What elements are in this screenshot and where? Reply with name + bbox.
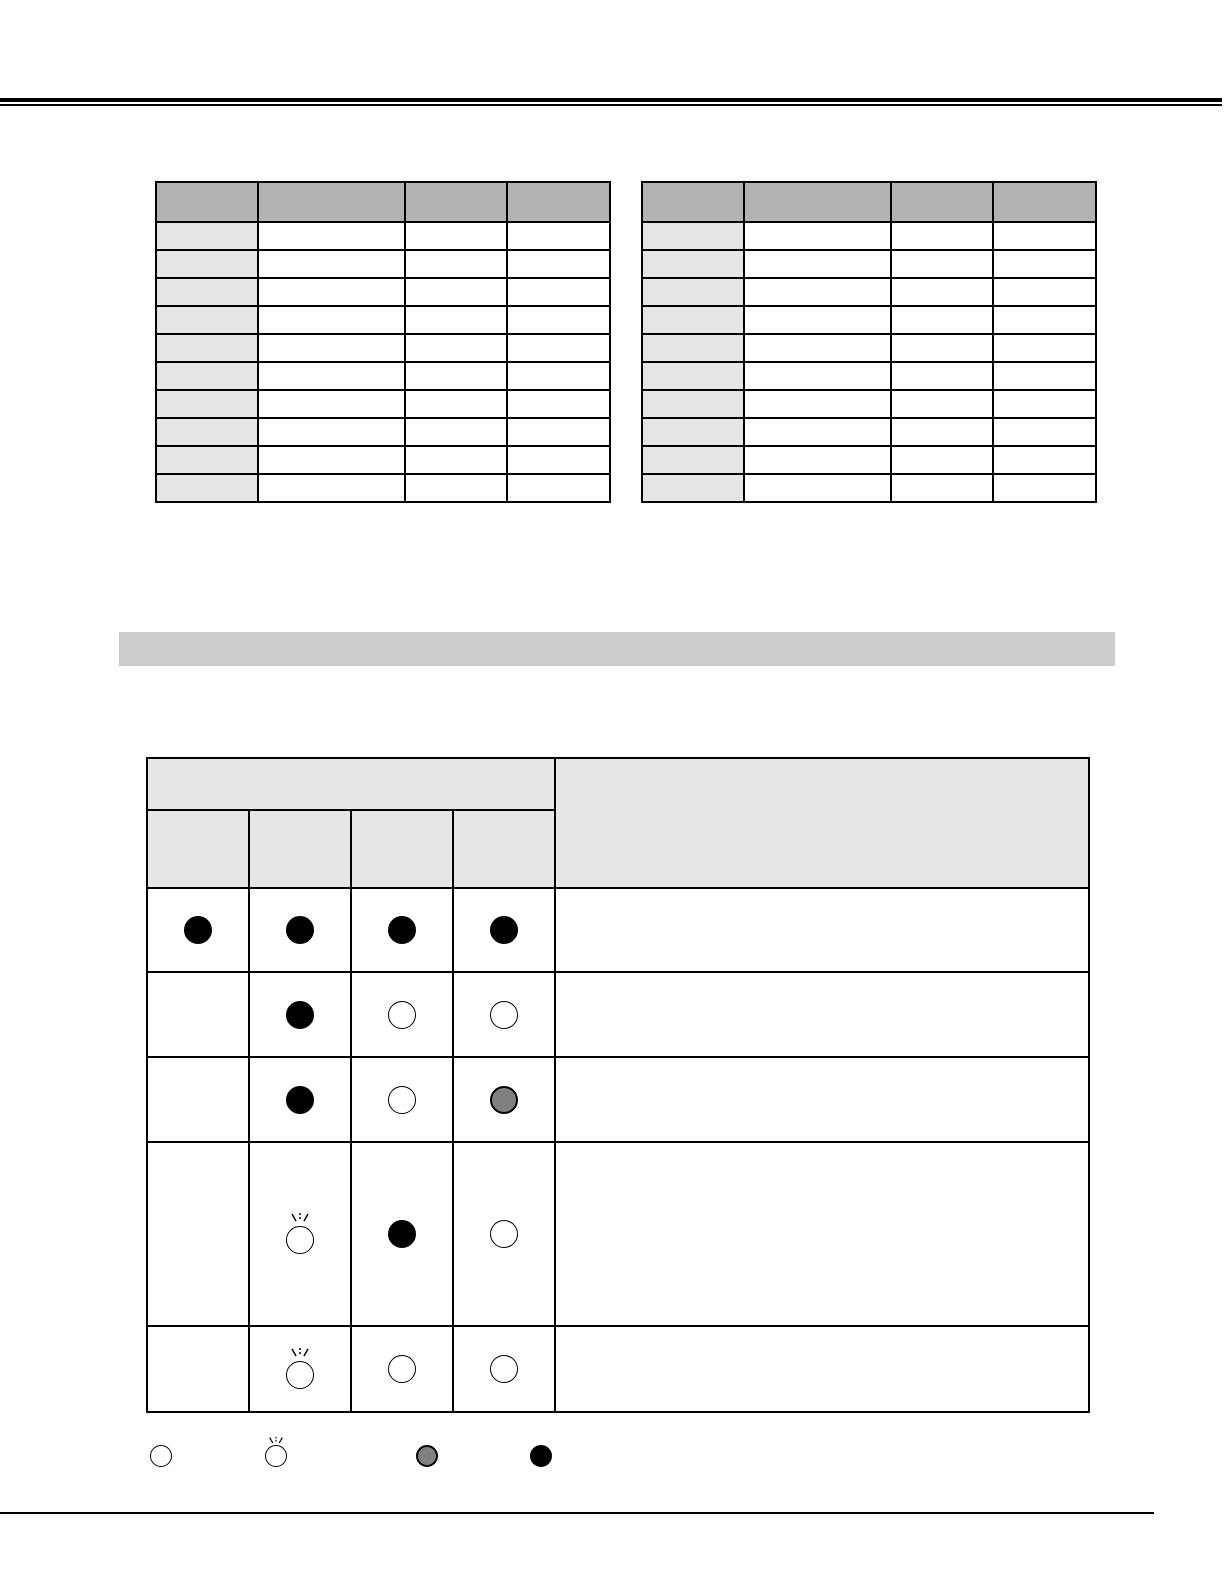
indicator-description	[555, 888, 1089, 972]
table-cell	[258, 250, 405, 278]
table-cell	[405, 474, 507, 502]
row-header-cell	[642, 222, 744, 250]
row-header-cell	[156, 362, 258, 390]
indicator-blinking-icon	[286, 1347, 314, 1391]
table-row	[156, 474, 610, 502]
indicator-circle-icon	[286, 1361, 314, 1389]
indicator-cell	[249, 1326, 351, 1412]
table-row	[156, 250, 610, 278]
table-cell	[993, 390, 1096, 418]
column-header	[891, 182, 993, 222]
row-header-cell	[642, 250, 744, 278]
column-header	[258, 182, 405, 222]
table-row	[642, 222, 1096, 250]
indicator-row	[147, 1142, 1089, 1326]
table-cell	[405, 446, 507, 474]
indicator-cell	[351, 888, 453, 972]
indicator-dim-icon	[416, 1445, 438, 1467]
table-row	[642, 418, 1096, 446]
top-rule-thin	[0, 104, 1222, 106]
indicator-group-header	[147, 758, 555, 810]
column-header	[156, 182, 258, 222]
table-cell	[405, 278, 507, 306]
indicator-cell	[147, 1326, 249, 1412]
table-cell	[744, 306, 891, 334]
indicator-blinking-icon	[286, 1212, 314, 1256]
table-cell	[258, 362, 405, 390]
indicator-on-icon	[388, 916, 416, 944]
table-cell	[891, 250, 993, 278]
table-cell	[993, 418, 1096, 446]
indicator-cell	[249, 888, 351, 972]
column-header	[642, 182, 744, 222]
row-header-cell	[156, 418, 258, 446]
table-row	[156, 222, 610, 250]
column-header	[993, 182, 1096, 222]
indicator-circle-icon	[265, 1445, 287, 1467]
table-cell	[993, 446, 1096, 474]
indicator-table	[146, 757, 1088, 1413]
column-header	[507, 182, 610, 222]
table-row	[642, 474, 1096, 502]
table-cell	[258, 418, 405, 446]
blink-rays-icon	[286, 1212, 314, 1226]
row-header-cell	[642, 334, 744, 362]
table-row	[156, 446, 610, 474]
table-cell	[891, 418, 993, 446]
table-cell	[891, 306, 993, 334]
table-cell	[993, 362, 1096, 390]
table-header-row	[642, 182, 1096, 222]
indicator-off-icon	[388, 1355, 416, 1383]
indicator-description	[555, 1326, 1089, 1412]
table-cell	[405, 390, 507, 418]
indicator-column-header	[453, 810, 555, 888]
table-cell	[507, 362, 610, 390]
indicator-on-icon	[490, 916, 518, 944]
table-cell	[405, 418, 507, 446]
row-header-cell	[642, 306, 744, 334]
indicator-row	[147, 1057, 1089, 1142]
table-cell	[258, 222, 405, 250]
row-header-cell	[642, 418, 744, 446]
table-row	[642, 362, 1096, 390]
indicator-cell	[147, 888, 249, 972]
table-cell	[258, 278, 405, 306]
blink-rays-icon	[286, 1347, 314, 1361]
table-cell	[891, 390, 993, 418]
table-cell	[405, 306, 507, 334]
table-cell	[507, 390, 610, 418]
table-cell	[993, 306, 1096, 334]
description-header	[555, 758, 1089, 888]
indicator-cell	[147, 972, 249, 1057]
table-row	[642, 306, 1096, 334]
row-header-cell	[156, 390, 258, 418]
table-cell	[405, 250, 507, 278]
indicator-cell	[453, 888, 555, 972]
table-cell	[993, 278, 1096, 306]
table-row	[642, 250, 1096, 278]
indicator-row	[147, 1326, 1089, 1412]
column-header	[405, 182, 507, 222]
table-cell	[891, 446, 993, 474]
section-heading-bar	[119, 632, 1115, 666]
table-cell	[507, 334, 610, 362]
table-cell	[258, 334, 405, 362]
table-cell	[744, 222, 891, 250]
table-row	[156, 278, 610, 306]
indicator-on-icon	[286, 1086, 314, 1114]
table-row	[156, 390, 610, 418]
row-header-cell	[156, 306, 258, 334]
row-header-cell	[642, 390, 744, 418]
table-row	[642, 390, 1096, 418]
indicator-cell	[351, 1142, 453, 1326]
table-cell	[507, 222, 610, 250]
indicator-cell	[453, 972, 555, 1057]
indicator-column-header	[147, 810, 249, 888]
indicator-off-icon	[490, 1220, 518, 1248]
row-header-cell	[156, 474, 258, 502]
indicator-cell	[351, 972, 453, 1057]
table-cell	[258, 474, 405, 502]
indicator-off-icon	[388, 1086, 416, 1114]
table-cell	[744, 278, 891, 306]
table-row	[156, 334, 610, 362]
indicator-cell	[147, 1057, 249, 1142]
indicator-cell	[351, 1326, 453, 1412]
indicator-row	[147, 888, 1089, 972]
indicator-on-icon	[530, 1445, 552, 1467]
indicator-cell	[351, 1057, 453, 1142]
table-cell	[993, 334, 1096, 362]
table-cell	[744, 250, 891, 278]
indicator-cell	[249, 972, 351, 1057]
indicator-off-icon	[388, 1001, 416, 1029]
table-cell	[744, 362, 891, 390]
table-cell	[744, 390, 891, 418]
legend-item	[265, 1434, 287, 1468]
legend-item	[530, 1445, 552, 1467]
indicator-description	[555, 1057, 1089, 1142]
row-header-cell	[156, 334, 258, 362]
indicator-off-icon	[150, 1445, 172, 1467]
table-row	[156, 362, 610, 390]
table-header-row	[156, 182, 610, 222]
indicator-cell	[249, 1057, 351, 1142]
indicator-off-icon	[490, 1355, 518, 1383]
table-cell	[993, 222, 1096, 250]
table-cell	[993, 250, 1096, 278]
indicator-cell	[453, 1142, 555, 1326]
row-header-cell	[642, 362, 744, 390]
indicator-blinking-icon	[265, 1434, 287, 1468]
table-cell	[891, 278, 993, 306]
table-cell	[744, 474, 891, 502]
row-header-cell	[156, 250, 258, 278]
indicator-description	[555, 1142, 1089, 1326]
table-cell	[507, 418, 610, 446]
row-header-cell	[642, 278, 744, 306]
table-row	[642, 446, 1096, 474]
indicator-on-icon	[286, 916, 314, 944]
column-header	[744, 182, 891, 222]
indicator-on-icon	[184, 916, 212, 944]
indicator-description	[555, 972, 1089, 1057]
table-row	[156, 306, 610, 334]
indicator-off-icon	[490, 1001, 518, 1029]
bottom-rule	[0, 1512, 1154, 1514]
indicator-dim-icon	[490, 1086, 518, 1114]
table-row	[642, 278, 1096, 306]
indicator-row	[147, 972, 1089, 1057]
indicator-on-icon	[286, 1001, 314, 1029]
indicator-column-header	[249, 810, 351, 888]
row-header-cell	[156, 222, 258, 250]
table-cell	[891, 222, 993, 250]
top-rule-thick	[0, 98, 1222, 102]
table-cell	[258, 390, 405, 418]
blink-rays-icon	[265, 1434, 287, 1445]
indicator-cell	[453, 1057, 555, 1142]
indicator-cell	[453, 1326, 555, 1412]
table-cell	[993, 474, 1096, 502]
table-cell	[405, 362, 507, 390]
table-cell	[405, 222, 507, 250]
table-cell	[405, 334, 507, 362]
row-header-cell	[156, 278, 258, 306]
row-header-cell	[642, 474, 744, 502]
table-cell	[507, 278, 610, 306]
table-cell	[744, 418, 891, 446]
table-cell	[744, 446, 891, 474]
indicator-column-header	[351, 810, 453, 888]
indicator-on-icon	[388, 1220, 416, 1248]
indicator-cell	[249, 1142, 351, 1326]
table-row	[156, 418, 610, 446]
row-header-cell	[156, 446, 258, 474]
table-cell	[891, 334, 993, 362]
indicator-circle-icon	[286, 1226, 314, 1254]
table-cell	[258, 306, 405, 334]
table-row	[642, 334, 1096, 362]
row-header-cell	[642, 446, 744, 474]
indicator-cell	[147, 1142, 249, 1326]
table-cell	[891, 474, 993, 502]
right-spec-table	[641, 181, 1097, 503]
table-cell	[507, 250, 610, 278]
table-cell	[507, 446, 610, 474]
legend-item	[150, 1445, 172, 1467]
left-spec-table	[155, 181, 611, 503]
table-cell	[507, 306, 610, 334]
table-cell	[744, 334, 891, 362]
table-cell	[258, 446, 405, 474]
table-cell	[507, 474, 610, 502]
table-cell	[891, 362, 993, 390]
indicator-group-header-row	[147, 758, 1089, 810]
legend-item	[416, 1445, 438, 1467]
